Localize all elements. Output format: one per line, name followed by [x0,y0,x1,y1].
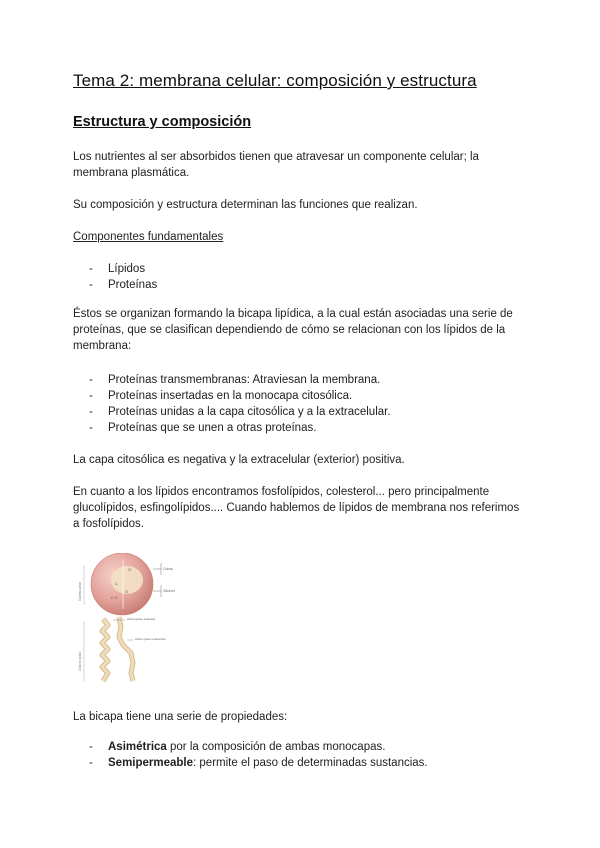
subheading-componentes: Componentes fundamentales [73,231,224,243]
paragraph-bicapa: Éstos se organizan formando la bicapa lipídica, a la cual están asociadas una serie de proteínas, que se clasifican dependiendo de cómo se relacionan con los lípidos de la membrana: [73,308,513,352]
svg-text:O: O [125,589,129,594]
section-heading: Estructura y composición [73,114,252,130]
label-insaturado: Ácido graso insaturado [135,637,166,641]
list-item: - Asimétrica por la composición de ambas monocapas. [89,741,386,753]
list-item: - Proteínas insertadas en la monocapa citosólica. [89,390,353,402]
list-item: - Proteínas [89,279,158,291]
paragraph-propiedades: La bicapa tiene una serie de propiedades: [73,711,288,723]
label-glicerol: Glicerol [163,589,175,593]
paragraph-composicion: Su composición y estructura determinan las funciones que realizan. [73,199,418,211]
list-item: - Proteínas que se unen a otras proteínas. [89,422,317,434]
side-label-head: Cabeza polar [78,582,82,601]
side-label-tail: Cola no polar [78,652,82,671]
svg-text:C: C [115,581,118,586]
label-colina: Colina [163,567,173,571]
list-proteinas [73,372,391,436]
paragraph-nutrientes: Los nutrientes al ser absorbidos tienen que atravesar un componente celular; la membrana plasmática. [73,151,479,179]
list-propiedades [73,739,428,771]
label-saturado: Ácido graso saturado [127,617,156,621]
page-title: Tema 2: membrana celular: composición y estructura [73,71,477,90]
paragraph-lipidos: En cuanto a los lípidos encontramos fosfolípidos, colesterol... pero principalmente glucolípidos, esfingolípidos.... Cuando hablemos de lípidos de membrana nos referimos a fosfolípidos. [73,486,520,530]
phospholipid-figure [75,553,205,685]
list-item: - Semipermeable: permite el paso de determinadas sustancias. [89,757,428,769]
svg-text:O: O [128,567,132,572]
list-item: - Proteínas transmembranas: Atraviesan la membrana. [89,374,381,386]
list-componentes [73,261,157,293]
paragraph-capa: La capa citosólica es negativa y la extracelular (exterior) positiva. [73,454,405,466]
list-item: - Proteínas unidas a la capa citosólica y a la extracelular. [89,406,391,418]
svg-text:C C: C C [111,595,118,600]
list-item: - Lípidos [89,263,146,275]
